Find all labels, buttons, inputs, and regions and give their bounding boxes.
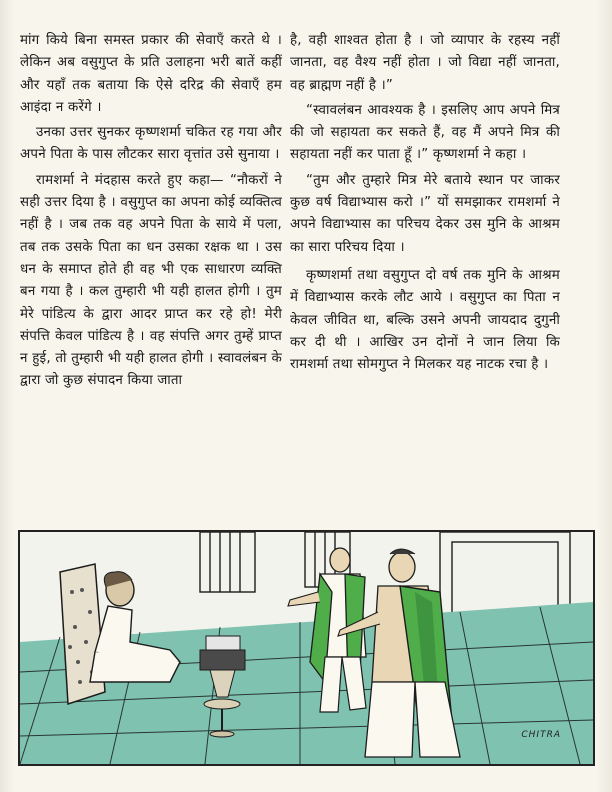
paragraph: उनका उत्तर सुनकर कृष्णशर्मा चकित रह गया और अपने पिता के पास लौटकर सारा वृत्तांत उसे सुनाया । (20, 125, 282, 163)
paragraph: मांग किये बिना समस्त प्रकार की सेवाएँ करते थे । लेकिन अब वसुगुप्त के प्रति उलाहना भरी बातें कहीं और यहाँ तक बताया कि ऐसे दरिद्र की सेवाएँ हम आइंदा न करेंगे । (20, 33, 282, 115)
illustration (18, 530, 595, 766)
paragraph: कृष्णशर्मा तथा वसुगुप्त दो वर्ष तक मुनि के आश्रम में विद्याभ्यास करके लौट आये । वसुगुप्त का पिता न केवल जीवित था, बल्कि उसने अपनी जायदाद दुगुनी कर दी थी । आखिर उन दोनों ने जान लिया कि रामशर्मा तथा सोमगुप्त ने मिलकर यह नाटक रचा है । (290, 267, 560, 373)
right-column (290, 30, 560, 379)
paragraph: “तुम और तुम्हारे मित्र मेरे बताये स्थान पर जाकर कुछ वर्ष विद्याभ्यास करो ।” यों समझाकर रामशर्मा ने अपने विद्याभ्यास का परिचय देकर उस मुनि के आश्रम का सारा परिचय दिया । (290, 172, 560, 255)
artist-signature: CHITRA (521, 730, 561, 740)
paragraph: है, वही शाश्वत होता है । जो व्यापार के रहस्य नहीं जानता, वह वैश्य नहीं होता । जो विद्या नहीं जानता, वह ब्राह्मण नहीं है ।” (290, 33, 560, 93)
left-column (20, 30, 282, 396)
paragraph: “स्वावलंबन आवश्यक है । इसलिए आप अपने मित्र की जो सहायता कर सकते हैं, वह मैं अपने मित्र की सहायता नहीं कर पाता हूँ ।” कृष्णशर्मा ने कहा । (290, 102, 560, 163)
illustration-scene (20, 532, 593, 764)
paragraph: रामशर्मा ने मंदहास करते हुए कहा— “नौकरों ने सही उत्तर दिया है । वसुगुप्त का अपना कोई व्यक्तित्व नहीं है । जब तक वह अपने पिता के साये में पला, तब तक उसके पिता का धन उसका रक्षक था । उस धन के समाप्त होते ही वह भी एक साधारण व्यक्ति बन गया है । कल तुम्हारी भी यही हालत होगी । तुम मेरे पांडित्य के द्वारा आदर प्राप्त कर रहे हो! मेरी संपत्ति केवल पांडित्य है । वह संपत्ति अगर तुम्हें प्राप्त न हुई, तो तुम्हारी भी यही हालत होगी । स्वावलंबन के द्वारा जो कुछ संपादन किया जाता (20, 172, 282, 389)
